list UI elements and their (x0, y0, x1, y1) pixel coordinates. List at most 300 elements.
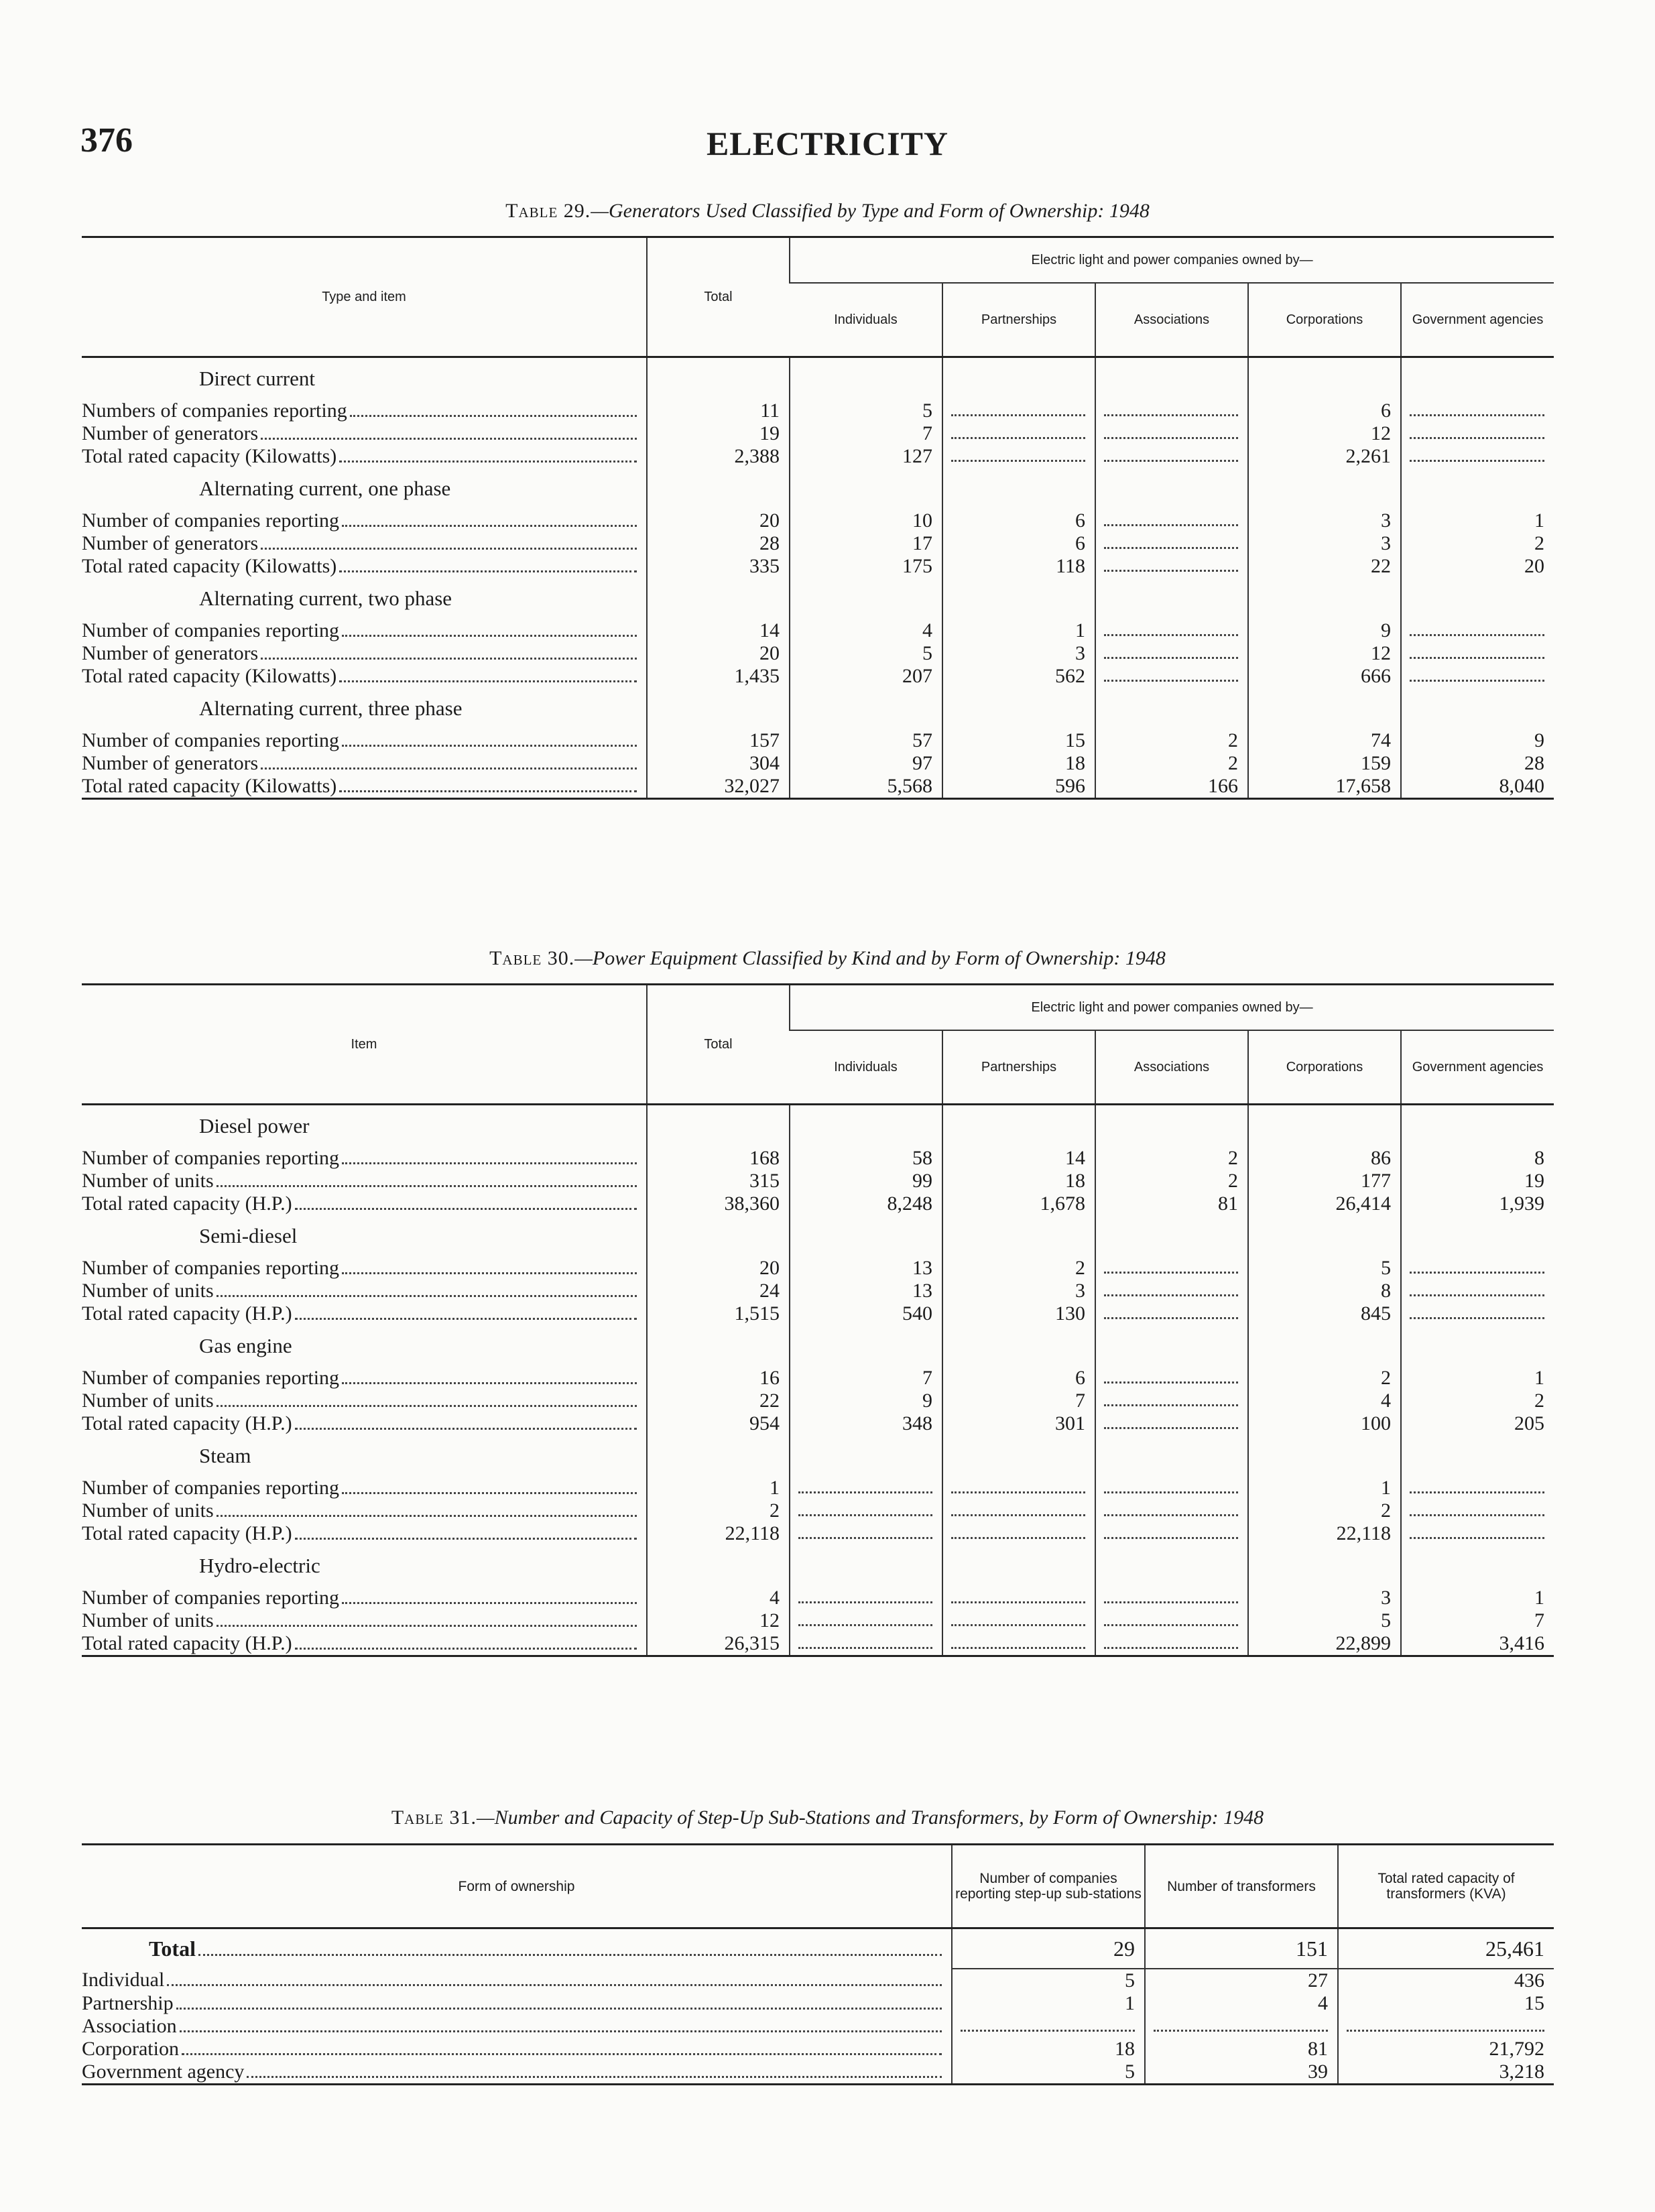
row-label (82, 1522, 647, 1545)
empty-leader (1104, 1587, 1238, 1603)
row-label-leader (82, 1280, 646, 1302)
data-cell: 1 (1248, 1477, 1401, 1499)
row-label-leader (82, 1390, 646, 1412)
empty-leader (951, 1477, 1085, 1493)
empty-cell (1248, 1105, 1401, 1148)
section-heading: Alternating current, three phase (199, 696, 463, 720)
empty-leader (798, 1609, 932, 1626)
table-row (82, 1280, 1554, 1302)
data-cell: 8 (1401, 1147, 1554, 1170)
table30-col-header: Associations (1095, 1030, 1248, 1105)
empty-leader (1410, 422, 1544, 439)
row-label-text: Total rated capacity (H.P.) (82, 1522, 292, 1544)
row-label (82, 775, 647, 799)
data-cell: 18 (942, 752, 1095, 775)
empty-leader (1104, 1302, 1238, 1319)
data-cell: 12 (647, 1609, 790, 1632)
row-label (82, 2015, 952, 2038)
data-cell: 4 (790, 619, 942, 642)
data-cell: 5 (1248, 1609, 1401, 1632)
data-cell (1095, 445, 1248, 468)
empty-cell (1095, 1545, 1248, 1587)
data-cell (1095, 1477, 1248, 1499)
data-cell: 3 (1248, 1587, 1401, 1609)
data-cell: 12 (1248, 642, 1401, 665)
row-label (82, 1412, 647, 1435)
row-label (82, 1969, 952, 1992)
data-cell (1095, 1412, 1248, 1435)
row-label-leader (82, 400, 646, 422)
row-label-leader (82, 1192, 646, 1215)
empty-leader (1410, 1302, 1544, 1319)
row-label-text: Number of companies reporting (82, 1367, 340, 1389)
row-label-text: Number of units (82, 1390, 214, 1412)
data-cell: 38,360 (647, 1192, 790, 1215)
empty-cell (1095, 468, 1248, 509)
empty-leader (1104, 1609, 1238, 1626)
empty-cell (647, 1545, 790, 1587)
data-cell: 10 (790, 509, 942, 532)
empty-leader (1104, 1257, 1238, 1274)
table-row (82, 729, 1554, 752)
data-cell (1401, 1499, 1554, 1522)
empty-leader (1104, 1499, 1238, 1516)
data-cell (1095, 619, 1248, 642)
data-cell: 205 (1401, 1412, 1554, 1435)
row-label-leader (82, 555, 646, 578)
empty-leader (1410, 445, 1544, 462)
data-cell: 6 (1248, 400, 1401, 422)
table31-col-header: Number of companies reporting step-up sub-stations (952, 1845, 1145, 1928)
empty-cell (1248, 1435, 1401, 1477)
row-label (82, 1477, 647, 1499)
empty-leader (951, 1632, 1085, 1649)
total-cell: 29 (952, 1928, 1145, 1969)
data-cell: 4 (1248, 1390, 1401, 1412)
row-label-text: Total rated capacity (H.P.) (82, 1632, 292, 1654)
data-cell: 5,568 (790, 775, 942, 799)
section-heading: Semi-diesel (199, 1224, 298, 1247)
empty-cell (790, 1435, 942, 1477)
row-label (82, 1257, 647, 1280)
data-cell (790, 1609, 942, 1632)
row-label-text: Partnership (82, 1992, 174, 2014)
data-cell: 1 (942, 619, 1095, 642)
row-label (82, 665, 647, 688)
empty-leader (1410, 1280, 1544, 1296)
table-row (82, 1367, 1554, 1390)
row-label-leader (82, 2061, 951, 2083)
data-cell: 3 (942, 1280, 1095, 1302)
table-row (82, 422, 1554, 445)
row-label-text: Individual (82, 1969, 165, 1991)
data-cell: 1,435 (647, 665, 790, 688)
empty-leader (1410, 642, 1544, 659)
data-cell: 666 (1248, 665, 1401, 688)
row-label (82, 1928, 952, 1969)
data-cell: 5 (790, 642, 942, 665)
table-row (82, 1257, 1554, 1280)
data-cell: 17 (790, 532, 942, 555)
empty-cell (647, 688, 790, 729)
data-cell (790, 1522, 942, 1545)
section-heading: Diesel power (199, 1114, 310, 1138)
data-cell: 39 (1145, 2061, 1338, 2085)
data-cell (1095, 532, 1248, 555)
empty-cell (1401, 357, 1554, 400)
row-label (82, 422, 647, 445)
row-label (82, 1390, 647, 1412)
table30-stub-header: Item (82, 985, 647, 1105)
empty-cell (1095, 1435, 1248, 1477)
row-label-leader (82, 1609, 646, 1632)
empty-cell (647, 1215, 790, 1257)
data-cell: 2,388 (647, 445, 790, 468)
table-row (82, 1992, 1554, 2015)
table29-group-header: Electric light and power companies owned by— (790, 237, 1554, 284)
table-row (82, 445, 1554, 468)
section-heading: Gas engine (199, 1334, 292, 1357)
data-cell: 2 (1095, 1147, 1248, 1170)
empty-leader (1410, 1522, 1544, 1539)
empty-cell (1401, 1545, 1554, 1587)
row-label (82, 2038, 952, 2061)
data-cell: 20 (647, 1257, 790, 1280)
table29-col-header: Associations (1095, 283, 1248, 357)
table30 (82, 983, 1554, 1657)
data-cell: 14 (647, 619, 790, 642)
table30-col-header: Individuals (790, 1030, 942, 1105)
section-heading-row (82, 468, 1554, 509)
empty-cell (1248, 578, 1401, 619)
empty-cell (1095, 357, 1248, 400)
empty-leader (951, 1609, 1085, 1626)
table-row (82, 1302, 1554, 1325)
empty-leader (1104, 400, 1238, 416)
data-cell: 22,899 (1248, 1632, 1401, 1656)
empty-cell (790, 1545, 942, 1587)
row-label (82, 1147, 647, 1170)
empty-leader (951, 1522, 1085, 1539)
table31-caption (0, 1806, 1655, 1829)
row-label-text: Government agency (82, 2061, 245, 2083)
data-cell (1401, 1257, 1554, 1280)
data-cell: 177 (1248, 1170, 1401, 1192)
row-label (82, 752, 647, 775)
row-label (82, 1302, 647, 1325)
row-label (82, 1632, 647, 1656)
data-cell: 74 (1248, 729, 1401, 752)
row-label (82, 509, 647, 532)
empty-leader (1104, 509, 1238, 526)
data-cell: 436 (1338, 1969, 1554, 1992)
data-cell (1401, 422, 1554, 445)
empty-cell (1095, 688, 1248, 729)
data-cell: 81 (1095, 1192, 1248, 1215)
table30-label: Table 30. (489, 947, 575, 969)
row-label-text: Number of companies reporting (82, 729, 340, 751)
data-cell: 22 (647, 1390, 790, 1412)
data-cell: 127 (790, 445, 942, 468)
data-cell (1095, 422, 1248, 445)
table29-stub-header: Type and item (82, 237, 647, 357)
row-label-text: Number of units (82, 1609, 214, 1632)
data-cell (942, 1609, 1095, 1632)
empty-leader (951, 400, 1085, 416)
empty-cell (790, 468, 942, 509)
data-cell (1095, 555, 1248, 578)
row-label (82, 555, 647, 578)
table30-caption (0, 947, 1655, 970)
table30-col-header: Corporations (1248, 1030, 1401, 1105)
data-cell (942, 400, 1095, 422)
running-head: ELECTRICITY (706, 125, 949, 162)
table-row (82, 509, 1554, 532)
data-cell: 335 (647, 555, 790, 578)
table29-col-header: Partnerships (942, 283, 1095, 357)
empty-cell (790, 357, 942, 400)
data-cell: 7 (790, 422, 942, 445)
data-cell: 168 (647, 1147, 790, 1170)
data-cell (1095, 1367, 1248, 1390)
row-label-leader (82, 775, 646, 798)
row-label-text: Number of generators (82, 422, 259, 444)
data-cell (1401, 1477, 1554, 1499)
row-label-leader (82, 729, 646, 752)
row-label-leader (82, 1499, 646, 1522)
row-label-leader (82, 422, 646, 445)
table-row (82, 1499, 1554, 1522)
empty-cell (790, 1325, 942, 1367)
data-cell (1401, 445, 1554, 468)
data-cell: 27 (1145, 1969, 1338, 1992)
data-cell: 58 (790, 1147, 942, 1170)
row-label-text: Number of companies reporting (82, 509, 340, 532)
data-cell: 9 (1401, 729, 1554, 752)
empty-leader (1104, 555, 1238, 572)
row-label (82, 1609, 647, 1632)
row-label-text: Number of units (82, 1170, 214, 1192)
table30-group-header: Electric light and power companies owned by— (790, 985, 1554, 1031)
table-row (82, 532, 1554, 555)
data-cell (1401, 619, 1554, 642)
data-cell: 6 (942, 509, 1095, 532)
data-cell: 100 (1248, 1412, 1401, 1435)
empty-leader (1104, 1522, 1238, 1539)
row-label-text: Total rated capacity (H.P.) (82, 1412, 292, 1434)
empty-leader (1104, 1280, 1238, 1296)
empty-leader (1104, 1412, 1238, 1429)
data-cell: 24 (647, 1280, 790, 1302)
table-row (82, 752, 1554, 775)
data-cell: 166 (1095, 775, 1248, 799)
row-label-leader (82, 665, 646, 688)
section-heading: Steam (199, 1444, 251, 1467)
data-cell: 32,027 (647, 775, 790, 799)
empty-cell (1401, 688, 1554, 729)
row-label-text: Number of generators (82, 752, 259, 774)
section-heading-row (82, 688, 1554, 729)
row-label (82, 2061, 952, 2085)
table31-title: —Number and Capacity of Step-Up Sub-Stations and Transformers, by Form of Ownership: 1948 (476, 1806, 1264, 1829)
section-heading-row (82, 1435, 1554, 1477)
data-cell: 304 (647, 752, 790, 775)
data-cell (1095, 1632, 1248, 1656)
empty-cell (942, 1325, 1095, 1367)
empty-cell (1401, 1325, 1554, 1367)
data-cell: 954 (647, 1412, 790, 1435)
data-cell: 175 (790, 555, 942, 578)
empty-leader (1410, 1499, 1544, 1516)
empty-cell (1401, 1105, 1554, 1148)
data-cell: 15 (1338, 1992, 1554, 2015)
empty-cell (647, 357, 790, 400)
data-cell: 301 (942, 1412, 1095, 1435)
data-cell: 19 (1401, 1170, 1554, 1192)
data-cell (1095, 665, 1248, 688)
data-cell: 3 (1248, 532, 1401, 555)
empty-leader (951, 445, 1085, 462)
table31-label: Table 31. (391, 1806, 477, 1829)
data-cell: 1,939 (1401, 1192, 1554, 1215)
data-cell: 6 (942, 532, 1095, 555)
data-cell: 1 (952, 1992, 1145, 2015)
empty-cell (1401, 1435, 1554, 1477)
empty-leader (798, 1522, 932, 1539)
table29-col-header: Individuals (790, 283, 942, 357)
row-label (82, 1170, 647, 1192)
empty-leader (951, 422, 1085, 439)
data-cell (942, 1499, 1095, 1522)
row-label-text: Number of companies reporting (82, 1477, 340, 1499)
data-cell: 3,218 (1338, 2061, 1554, 2085)
empty-cell (942, 357, 1095, 400)
table29-col-header: Corporations (1248, 283, 1401, 357)
data-cell (1401, 1280, 1554, 1302)
row-label-leader (82, 1302, 646, 1325)
data-cell: 22,118 (1248, 1522, 1401, 1545)
empty-leader (1104, 1367, 1238, 1384)
data-cell: 207 (790, 665, 942, 688)
empty-leader (1410, 1477, 1544, 1493)
table30-total-header: Total (647, 985, 790, 1105)
data-cell: 26,315 (647, 1632, 790, 1656)
data-cell: 5 (790, 400, 942, 422)
empty-leader (1104, 1632, 1238, 1649)
data-cell: 2 (1095, 752, 1248, 775)
empty-leader (798, 1587, 932, 1603)
total-row (82, 1928, 1554, 1969)
row-label (82, 729, 647, 752)
table-row (82, 1412, 1554, 1435)
row-label (82, 1587, 647, 1609)
row-label-text: Number of companies reporting (82, 619, 340, 641)
data-cell: 9 (790, 1390, 942, 1412)
data-cell: 5 (1248, 1257, 1401, 1280)
data-cell: 596 (942, 775, 1095, 799)
data-cell: 12 (1248, 422, 1401, 445)
table-row (82, 1170, 1554, 1192)
table-row (82, 1477, 1554, 1499)
data-cell: 157 (647, 729, 790, 752)
data-cell: 16 (647, 1367, 790, 1390)
row-label-leader (82, 1257, 646, 1280)
table29-total-header: Total (647, 237, 790, 357)
empty-leader (951, 1587, 1085, 1603)
data-cell: 348 (790, 1412, 942, 1435)
table-row (82, 1632, 1554, 1656)
row-label-leader (82, 445, 646, 468)
empty-leader (1104, 532, 1238, 549)
data-cell: 28 (647, 532, 790, 555)
empty-cell (647, 1105, 790, 1148)
empty-cell (790, 1215, 942, 1257)
section-heading: Alternating current, one phase (199, 477, 451, 500)
section-heading: Direct current (199, 367, 315, 390)
empty-leader (1104, 642, 1238, 659)
data-cell: 19 (647, 422, 790, 445)
data-cell (1095, 1280, 1248, 1302)
empty-leader (798, 1499, 932, 1516)
data-cell: 1 (647, 1477, 790, 1499)
table30-col-header: Government agencies (1401, 1030, 1554, 1105)
data-cell: 57 (790, 729, 942, 752)
empty-cell (1248, 468, 1401, 509)
empty-cell (790, 688, 942, 729)
data-cell: 8 (1248, 1280, 1401, 1302)
data-cell (1095, 1587, 1248, 1609)
empty-cell (1248, 688, 1401, 729)
row-label (82, 400, 647, 422)
empty-cell (1248, 1325, 1401, 1367)
data-cell: 86 (1248, 1147, 1401, 1170)
data-cell: 130 (942, 1302, 1095, 1325)
data-cell (942, 422, 1095, 445)
data-cell: 2 (1248, 1367, 1401, 1390)
row-label-text: Number of generators (82, 642, 259, 664)
empty-leader (1104, 619, 1238, 636)
empty-cell (1248, 357, 1401, 400)
table-row (82, 665, 1554, 688)
row-label-leader (82, 1477, 646, 1499)
data-cell: 7 (1401, 1609, 1554, 1632)
data-cell: 2 (647, 1499, 790, 1522)
empty-cell (647, 1435, 790, 1477)
data-cell (1095, 1390, 1248, 1412)
data-cell: 2 (1095, 1170, 1248, 1192)
data-cell (1338, 2015, 1554, 2038)
row-label (82, 1280, 647, 1302)
empty-cell (1248, 1545, 1401, 1587)
empty-cell (942, 1545, 1095, 1587)
data-cell: 17,658 (1248, 775, 1401, 799)
data-cell (790, 1632, 942, 1656)
data-cell: 13 (790, 1280, 942, 1302)
table-row (82, 1390, 1554, 1412)
data-cell (952, 2015, 1145, 2038)
data-cell: 2 (1248, 1499, 1401, 1522)
table-row (82, 2061, 1554, 2085)
data-cell (790, 1477, 942, 1499)
table-row (82, 2038, 1554, 2061)
data-cell: 9 (1248, 619, 1401, 642)
empty-cell (1095, 1105, 1248, 1148)
data-cell: 1 (1401, 1367, 1554, 1390)
table-row (82, 642, 1554, 665)
data-cell (790, 1587, 942, 1609)
empty-leader (798, 1477, 932, 1493)
data-cell: 8,040 (1401, 775, 1554, 799)
